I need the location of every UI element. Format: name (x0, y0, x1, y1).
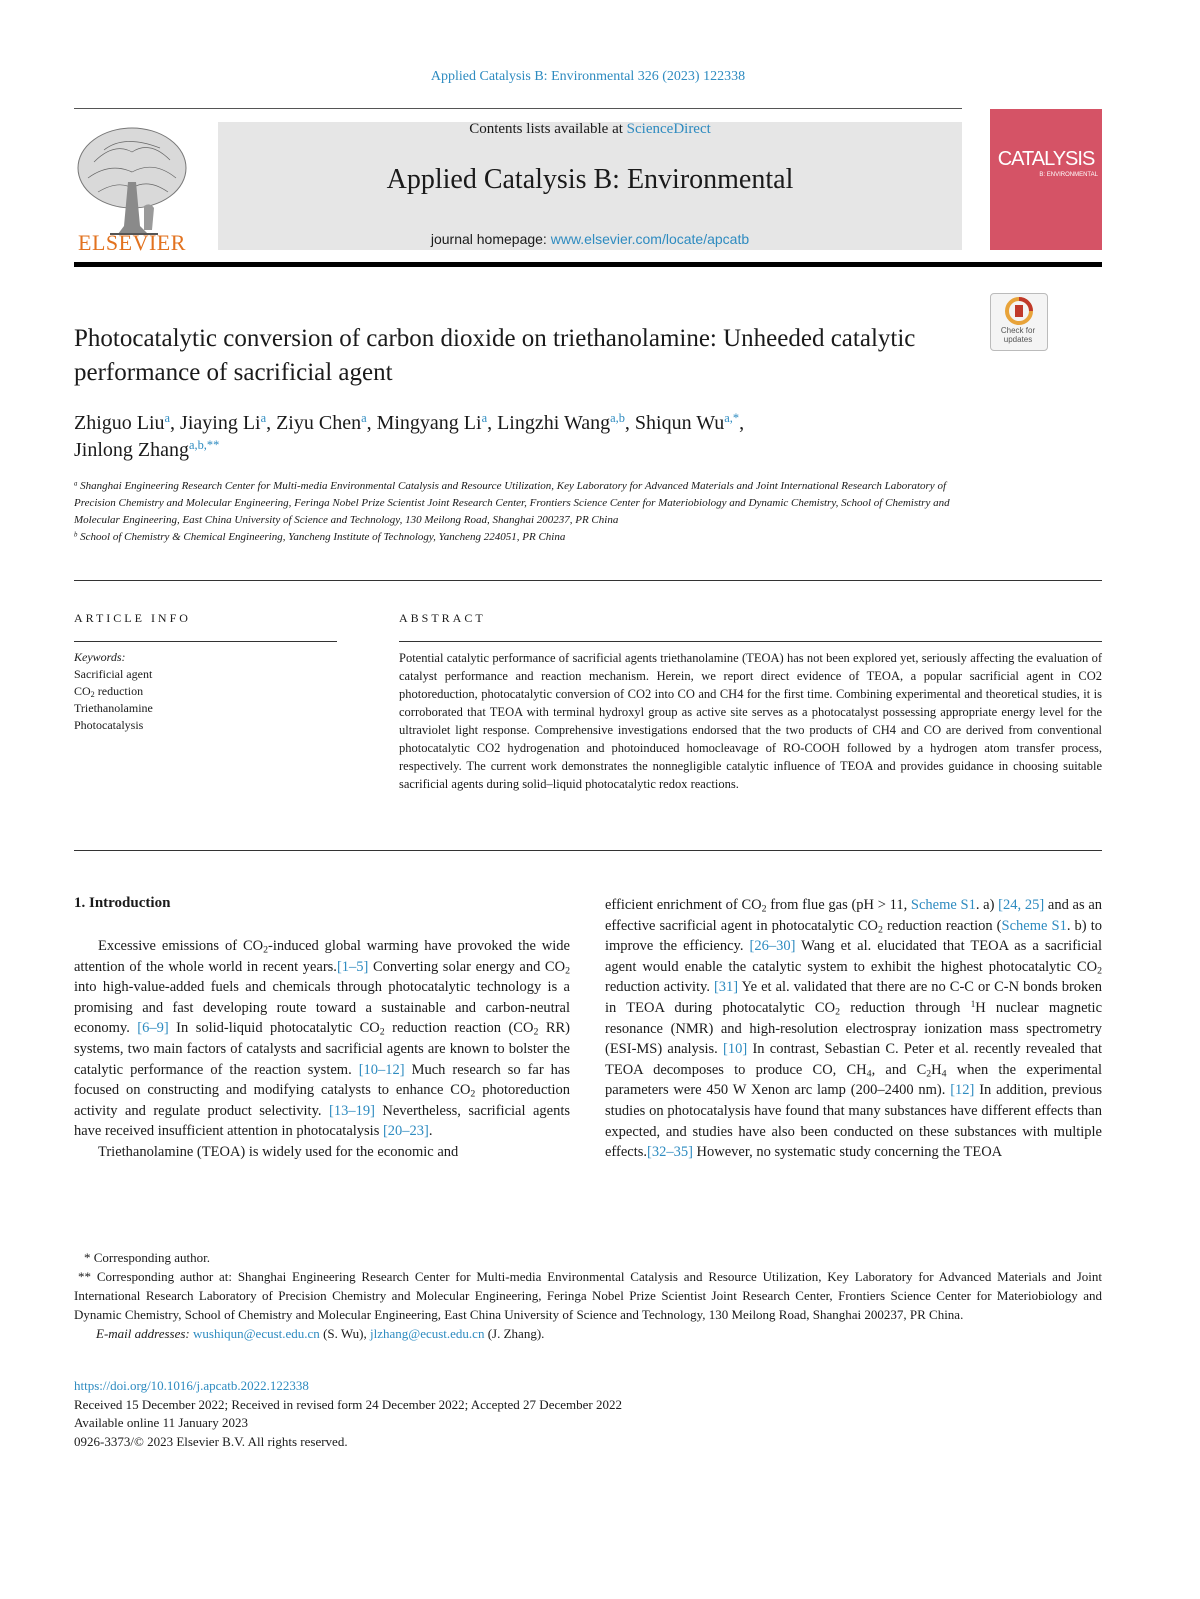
citation-link[interactable]: [10] (723, 1041, 748, 1058)
affiliation-rule (74, 580, 1102, 581)
author-list: Zhiguo Liu$^a$, Jiaying Li$^a$, Ziyu Chen$^a$, Mingyang Li$^a$, Lingzhi Wang$^{a,b}$, Shiqun $Wu^{a,*}$, Jinlong Zhang$^{a,b,**}$ (74, 411, 745, 461)
email-link-zhang[interactable]: jlzhang@ecust.edu.cn (369, 1326, 485, 1341)
scheme-link[interactable]: Scheme S1 (1001, 917, 1067, 934)
citation-link[interactable]: [10–12] (358, 1061, 405, 1078)
cover-title: CATALYSIS (997, 148, 1095, 170)
citation-link[interactable]: [12] (950, 1082, 975, 1099)
citation-link[interactable]: [1–5] (336, 958, 369, 975)
scheme-link[interactable]: Scheme S1 (910, 897, 976, 913)
keywords-label: Keywords: (74, 650, 126, 664)
header-thick-rule (74, 262, 1102, 267)
journal-citation[interactable]: Applied Catalysis B: Environmental 326 (2023) 122338 (430, 69, 746, 84)
abstract-heading: ABSTRACT (399, 611, 486, 625)
citation-link[interactable]: [13–19] (328, 1102, 375, 1119)
affiliation-b: $^b$ School of Chemistry & Chemical Engineering, Yancheng Institute of Technology, Yancheng 224051, PR China (74, 531, 566, 543)
keyword-item: Photocatalysis (74, 718, 144, 732)
footnotes (74, 1248, 1102, 1343)
journal-cover[interactable] (990, 109, 1102, 250)
journal-title: Applied Catalysis B: Environmental (386, 164, 794, 195)
citation-link[interactable]: [32–35] (647, 1144, 693, 1161)
abstract-bottom-rule (74, 850, 1102, 851)
cover-subtitle: B: ENVIRONMENTAL (1039, 172, 1098, 178)
citation-link[interactable]: [26–30] (749, 938, 796, 955)
keyword-item: Triethanolamine (74, 701, 153, 715)
footnote-emails: E-mail addresses: wushiqun@ecust.edu.cn (S. Wu), jlzhang@ecust.edu.cn (J. Zhang). (96, 1326, 545, 1341)
abstract-rule (399, 641, 1102, 642)
keyword-item: Sacrificial agent (74, 667, 153, 681)
publisher-logo: ELSEVIER (78, 230, 186, 255)
sciencedirect-link[interactable]: ScienceDirect (626, 121, 711, 137)
citation-link[interactable]: [31] (713, 979, 739, 996)
update-icon (991, 294, 1047, 328)
info-rule (74, 641, 337, 642)
article-title: Photocatalytic conversion of carbon dioxide on triethanolamine: Unheeded catalytic performance of sacrificial agent (74, 325, 916, 386)
intro-left-column: Excessive emissions of $CO_2$-induced global warming have provoked the wide attention of the whole world in recent years.[1–5] Converting solar energy and $CO_2$ into high-value-added fuels and chemicals through photocatalytic technology is a promising and fast developing route toward a sustainable and carbon-neutral economy. [6–9] In solid-liquid photocatalytic $CO_2$ reduction reaction ($CO_2$ RR) systems, two main factors of catalysts and sacrificial agents are known to bolster the catalytic performance of the reaction system. [10–12] Much research so far has focused on constructing and modifying catalysts to enhance $CO_2$ photoreduction activity and regulate product selectivity. [13–19] Nevertheless, sacrificial agents have received insufficient attention in photocatalysis [20–23]. Triethanolamine (TEOA) is widely used for the economic and (74, 938, 570, 1160)
header-rule (74, 108, 962, 109)
email-link-wu[interactable]: wushiqun@ecust.edu.cn (193, 1326, 320, 1341)
citation-link[interactable]: [6–9] (137, 1020, 169, 1037)
article-meta (74, 1377, 1102, 1451)
contents-line: Contents lists available at ScienceDirect (469, 121, 711, 137)
citation-link[interactable]: [24, 25] (998, 897, 1045, 913)
keywords-block (74, 649, 334, 734)
affiliation-a: $^a$ Shanghai Engineering Research Center for Multi-media Environmental Catalysis and Resource Utilization, Key Laboratory for Advanced Materials and Joint International Research Laboratory of Precision Chemistry and Molecular Engineering, Feringa Nobel Prize Scientist Joint Research Center, Frontiers Science Center for Materiobiology and Dynamic Chemistry, School of Chemistry and Molecular Engineering, East China University of Science and Technology, 130 Meilong Road, Shanghai 200237, PR China (74, 480, 950, 526)
footnote-corresponding-2: ** Corresponding author at: Shanghai Engineering Research Center for Multi-media Environmental Catalysis and Resource Utilization, Key Laboratory for Advanced Materials and Joint International Research Laboratory of Precision Chemistry and Molecular Engineering, Feringa Nobel Prize Scientist Joint Research Center, Frontiers Science Center for Materiobiology and Dynamic Chemistry, School of Chemistry and Molecular Engineering, East China University of Science and Technology, 130 Meilong Road, Shanghai 200237, PR China. (74, 1269, 1103, 1322)
copyright: 0926-3373/© 2023 Elsevier B.V. All rights reserved. (74, 1433, 348, 1449)
homepage-link[interactable]: www.elsevier.com/locate/apcatb (550, 231, 750, 247)
check-for-updates-label: Check for updates (1000, 326, 1036, 344)
footnote-corresponding: * Corresponding author. (84, 1250, 211, 1265)
online-date: Available online 11 January 2023 (74, 1415, 249, 1430)
journal-homepage: journal homepage: www.elsevier.com/locate/apcatb (430, 231, 750, 247)
received-dates: Received 15 December 2022; Received in revised form 24 December 2022; Accepted 27 December 2022 (74, 1396, 622, 1412)
section-heading-introduction: 1. Introduction (74, 895, 171, 911)
intro-right-column: efficient enrichment of $CO_2$ from flue gas (pH > 11, Scheme S1. a) [24, 25] and as an effective sacrificial agent in photocatalytic $CO_2$ reduction reaction (Scheme S1. b) to improve the efficiency. [26–30] Wang et al. elucidated that TEOA as a sacrificial agent would enable the catalytic system to exhibit the highest photocatalytic $CO_2$ reduction activity. [31] Ye et al. validated that there are no C-C or C-N bonds broken in TEOA during photocatalytic $CO_2$ reduction through $^1$H nuclear magnetic resonance (NMR) and high-resolution electrospray ionization mass spectrometry (ESI-MS) analysis. [10] In contrast, Sebastian C. Peter et al. recently revealed that TEOA decomposes to produce CO, $CH_4$, and $C_2H_4$ when the experimental parameters were 450 W Xenon arc lamp (200–2400 nm). [12] In addition, previous studies on photocatalysis have found that many substances have different effects than expected, and studies have also been conducted on these substances with multiple effects.[32–35] However, no systematic study concerning the TEOA (605, 897, 1103, 1161)
doi-link[interactable]: https://doi.org/10.1016/j.apcatb.2022.122338 (74, 1378, 309, 1393)
citation-link[interactable]: [20–23] (382, 1123, 429, 1140)
affiliations (74, 478, 964, 546)
keyword-item: $CO_2$ reduction (74, 684, 144, 700)
abstract-text: Potential catalytic performance of sacrificial agents triethanolamine (TEOA) has not been explored yet, seriously affecting the evaluation of catalyst performance and reaction mechanism. Herein, we report direct evidence of TEOA, a popular sacrificial agent in CO2 photoreduction, photocatalytic conversion of CO2 into CO and CH4 for the first time. Combining experimental and theoretical studies, it is corroborated that TEOA with terminal hydroxyl group as active site serves as a photocatalyst possessing appropriate energy level for the ultraviolet light response. Comprehensive investigations endorsed that the two products of CH4 and CO are derived from conventional photocatalytic CO2 hydrogenation and photoinduced homocleavage of RO-COOH followed by a hydrogen atom transfer process, respectively. The current work demonstrates the nonnegligible catalytic influence of TEOA and provides guidance in choosing suitable sacrificial agents during solid–liquid photocatalytic redox reactions. (399, 651, 1102, 791)
article-info-heading: ARTICLE INFO (74, 611, 191, 625)
